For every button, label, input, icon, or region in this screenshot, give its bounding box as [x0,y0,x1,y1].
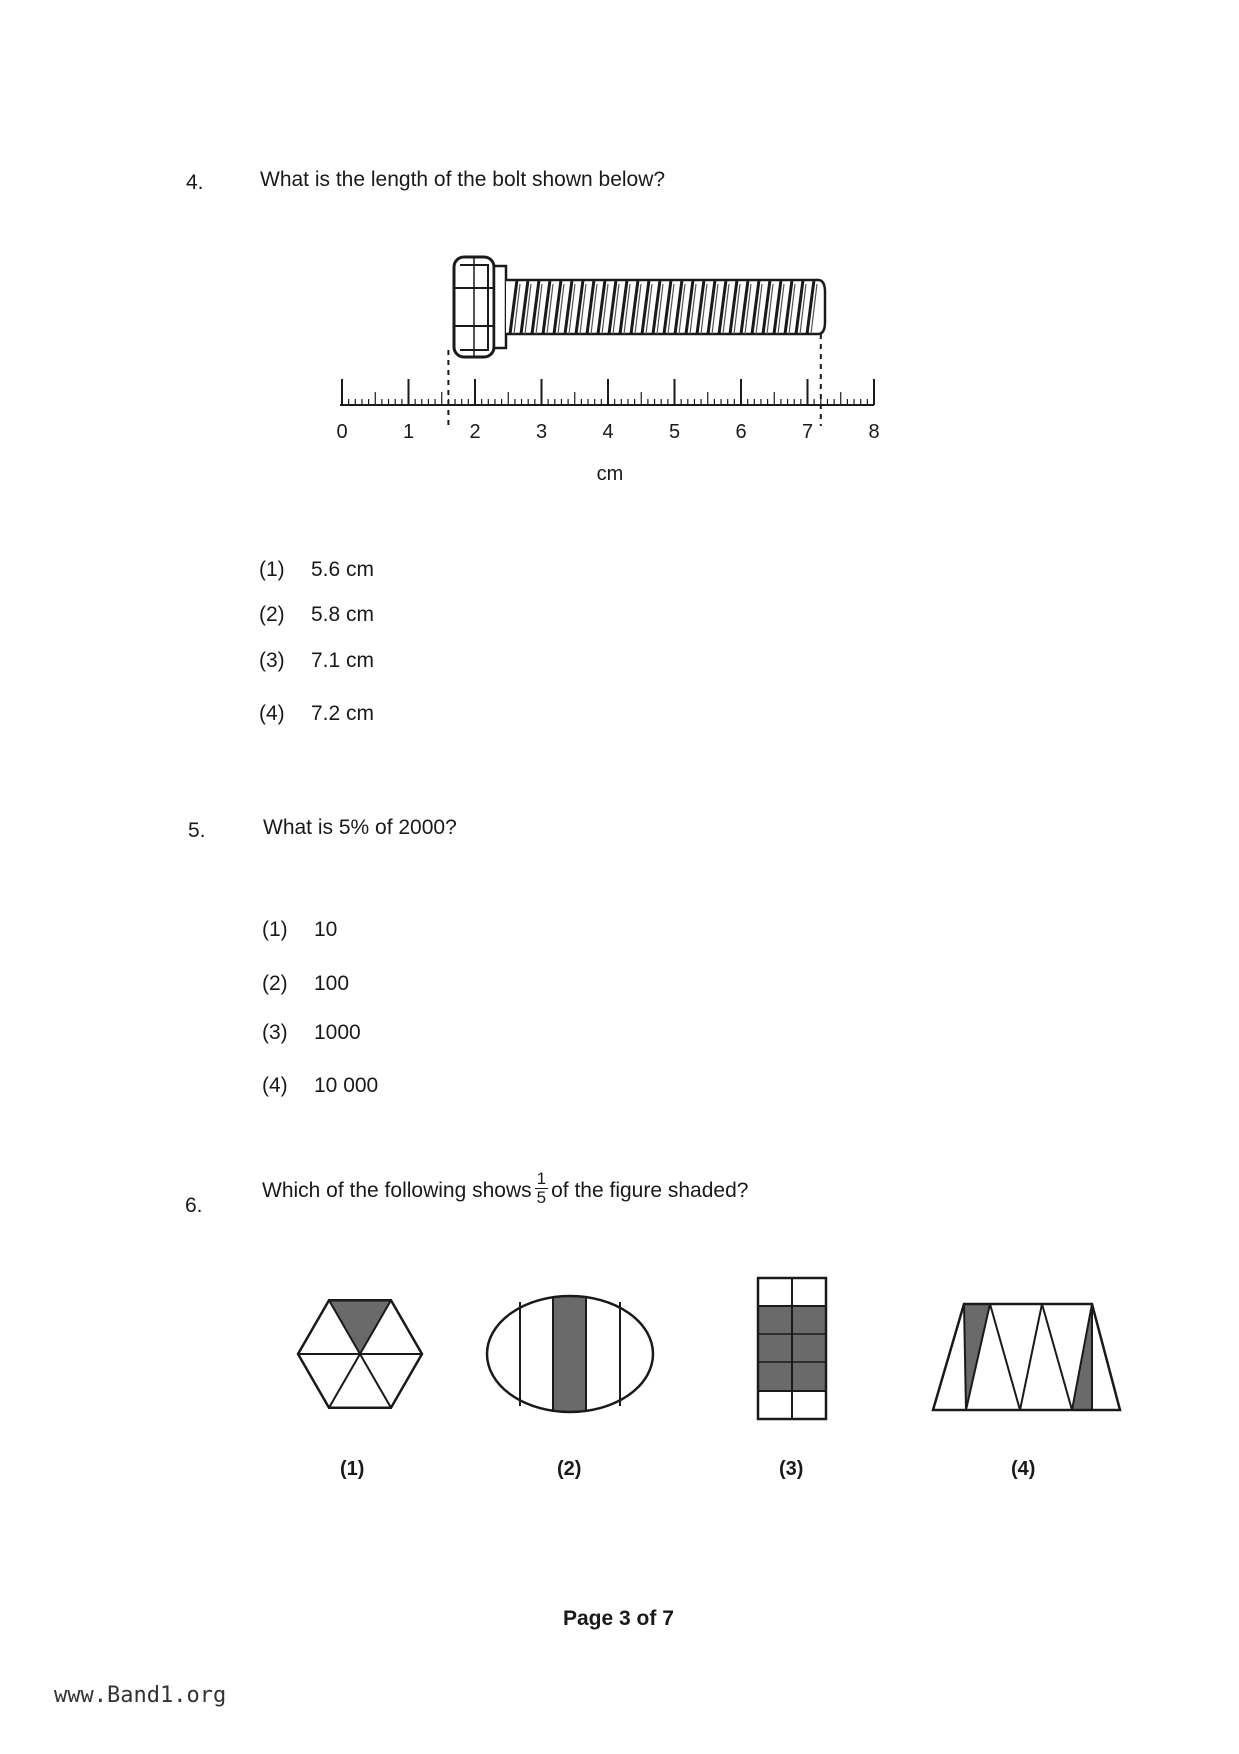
figure-1-label: (1) [340,1458,365,1480]
question-5-number: 5. [188,819,206,842]
q4-option-2-label: (2) [259,603,285,626]
ruler-tick-label: 7 [801,421,814,443]
figure-1-hexagon[interactable] [298,1300,422,1407]
figure-3-rectangle[interactable] [758,1278,826,1419]
ruler-tick-label: 6 [735,421,747,443]
q4-option-3[interactable] [259,649,374,673]
ruler-tick-label: 5 [668,421,681,443]
question-4-number: 4. [186,171,204,194]
q5-option-1-value: 10 [314,918,338,941]
question-6-text [262,1169,749,1210]
figure-2-ellipse[interactable] [487,1296,653,1412]
q4-option-2[interactable] [259,603,374,627]
q6-figures [280,1250,1140,1440]
q4-option-2-value: 5.8 cm [311,603,375,626]
question-6-text-before: Which of the following shows [262,1179,532,1203]
q5-option-3[interactable] [262,1021,361,1045]
q4-option-3-label: (3) [259,649,285,672]
q5-option-4-value: 10 000 [314,1074,379,1097]
q5-option-2-label: (2) [262,972,288,995]
question-6-text-after: of the figure shaded? [551,1179,749,1203]
q4-option-4-label: (4) [259,702,285,725]
ruler-tick-label: 1 [402,421,415,443]
q4-option-4-value: 7.2 cm [311,702,375,725]
fraction-one-fifth [535,1170,548,1207]
q5-option-3-label: (3) [262,1021,288,1044]
question-4-text: What is the length of the bolt shown below? [260,168,666,191]
fraction-denominator: 5 [536,1188,547,1207]
figure-4-label: (4) [1011,1458,1036,1480]
figure-3-label: (3) [779,1458,804,1480]
ruler-unit-label: cm [596,463,624,485]
ellipse-shaded-strip [553,1296,586,1411]
q4-option-1[interactable] [259,558,374,582]
q4-option-1-value: 5.6 cm [311,558,375,581]
ruler-labels [336,421,879,443]
ruler-tick-label: 2 [469,421,481,443]
ruler-tick-label: 4 [602,421,614,443]
q4-option-4[interactable] [259,702,374,726]
bolt-head [454,257,506,357]
q5-option-4[interactable] [262,1074,378,1098]
q4-option-3-value: 7.1 cm [311,649,375,672]
q4-option-1-label: (1) [259,558,285,581]
q5-option-4-label: (4) [262,1074,288,1097]
q5-option-1-label: (1) [262,918,288,941]
figure-4-trapezoid[interactable] [933,1304,1120,1410]
q5-option-2[interactable] [262,972,349,996]
page-number: Page 3 of 7 [563,1607,674,1630]
ruler-ticks [342,379,874,405]
question-5-text: What is 5% of 2000? [263,816,457,839]
bolt-ruler-figure [320,240,920,500]
ruler-tick-label: 0 [336,421,348,443]
q5-option-2-value: 100 [314,972,350,995]
ruler-tick-label: 3 [535,421,548,443]
q5-option-3-value: 1000 [314,1021,361,1044]
q5-option-1[interactable] [262,918,337,942]
hexagon-shaded-triangle [329,1300,391,1354]
figure-2-label: (2) [557,1458,582,1480]
fraction-numerator: 1 [536,1169,547,1188]
question-6-number: 6. [185,1194,203,1217]
website-watermark[interactable]: www.Band1.org [54,1683,227,1708]
ruler-tick-label: 8 [868,421,880,443]
